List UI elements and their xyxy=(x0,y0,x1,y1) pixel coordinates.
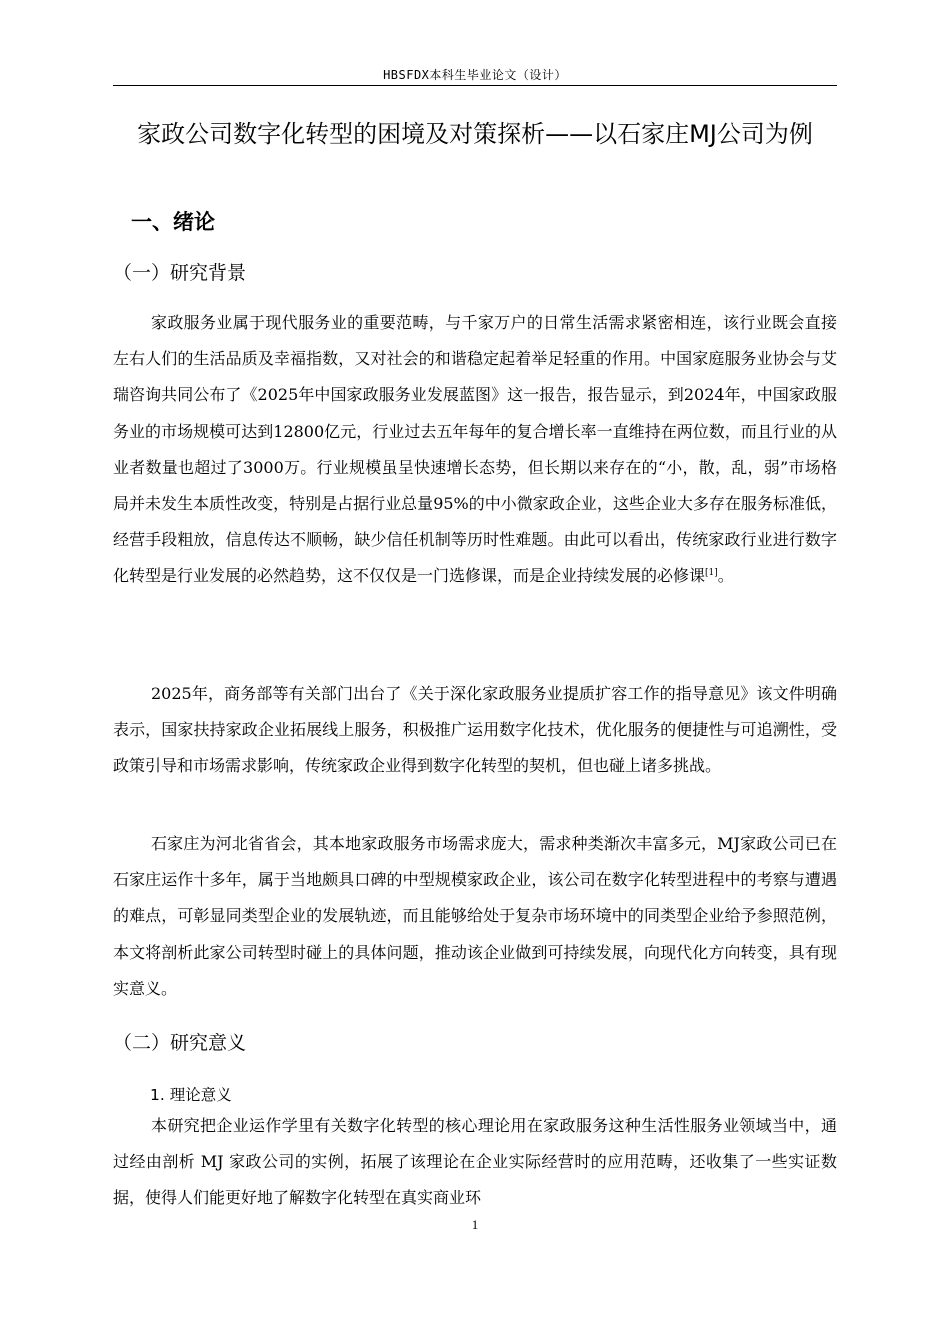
running-header: HBSFDX本科生毕业论文（设计） xyxy=(383,68,567,82)
thesis-title: 家政公司数字化转型的困境及对策探析——以石家庄MJ公司为例 xyxy=(137,120,813,148)
paragraph-text: 家政服务业属于现代服务业的重要范畴，与千家万户的日常生活需求紧密相连，该行业既会直接左右人们的生活品质及幸福指数，又对社会的和谐稳定起着举足轻重的作用。中国家庭服务业协会与艾瑞咨询共同公布了《2025年中国家政服务业发展蓝图》这一报告，报告显示，到2024年，中国家政服务业的市场规模可达到12800亿元，行业过去五年每年的复合增长率一直维持在两位数，而且行业的从业者数量也超过了3000万。行业规模虽呈快速增长态势，但长期以来存在的“小，散，乱，弱”市场格局并未发生本质性改变，特别是占据行业总量95%的中小微家政企业，这些企业大多存在服务标准低，经营手段粗放，信息传达不顺畅，缺少信任机制等历时性难题。由此可以看出，传统家政行业进行数字化转型是行业发展的必然趋势，这不仅仅是一门选修课，而是企业持续发展的必修课 xyxy=(113,313,837,586)
heading-research-background: （一）研究背景 xyxy=(113,262,247,284)
page-number: 1 xyxy=(471,1217,479,1232)
paragraph-background-1 xyxy=(113,305,837,595)
paragraph-background-2: 2025年，商务部等有关部门出台了《关于深化家政服务业提质扩容工作的指导意见》该文件明确表示，国家扶持家政企业拓展线上服务，积极推广运用数字化技术，优化服务的便捷性与可追溯性，受政策引导和市场需求影响，传统家政企业得到数字化转型的契机，但也碰上诸多挑战。 xyxy=(113,684,837,776)
header-rule xyxy=(113,85,837,86)
paragraph-end: 。 xyxy=(717,566,734,586)
heading-research-significance: （二）研究意义 xyxy=(113,1032,247,1054)
citation-ref: [1] xyxy=(705,568,718,579)
paragraph-theoretical-significance: 本研究把企业运作学里有关数字化转型的核心理论用在家政服务这种生活性服务业领域当中，通过经由剖析 MJ 家政公司的实例，拓展了该理论在企业实际经营时的应用范畴，还收集了一些实证数据，使得人们能更好地了解数字化转型在真实商业环 xyxy=(113,1116,837,1208)
heading-introduction: 一、绪论 xyxy=(131,210,215,234)
heading-theoretical-significance: 1. 理论意义 xyxy=(150,1086,232,1104)
paragraph-background-3: 石家庄为河北省省会，其本地家政服务市场需求庞大，需求种类渐次丰富多元，MJ家政公司已在石家庄运作十多年，属于当地颇具口碑的中型规模家政企业，该公司在数字化转型进程中的考察与遭遇的难点，可彰显同类型企业的发展轨迹，而且能够给处于复杂市场环境中的同类型企业给予参照范例，本文将剖析此家公司转型时碰上的具体问题，推动该企业做到可持续发展，向现代化方向转变，具有现实意义。 xyxy=(113,834,837,998)
